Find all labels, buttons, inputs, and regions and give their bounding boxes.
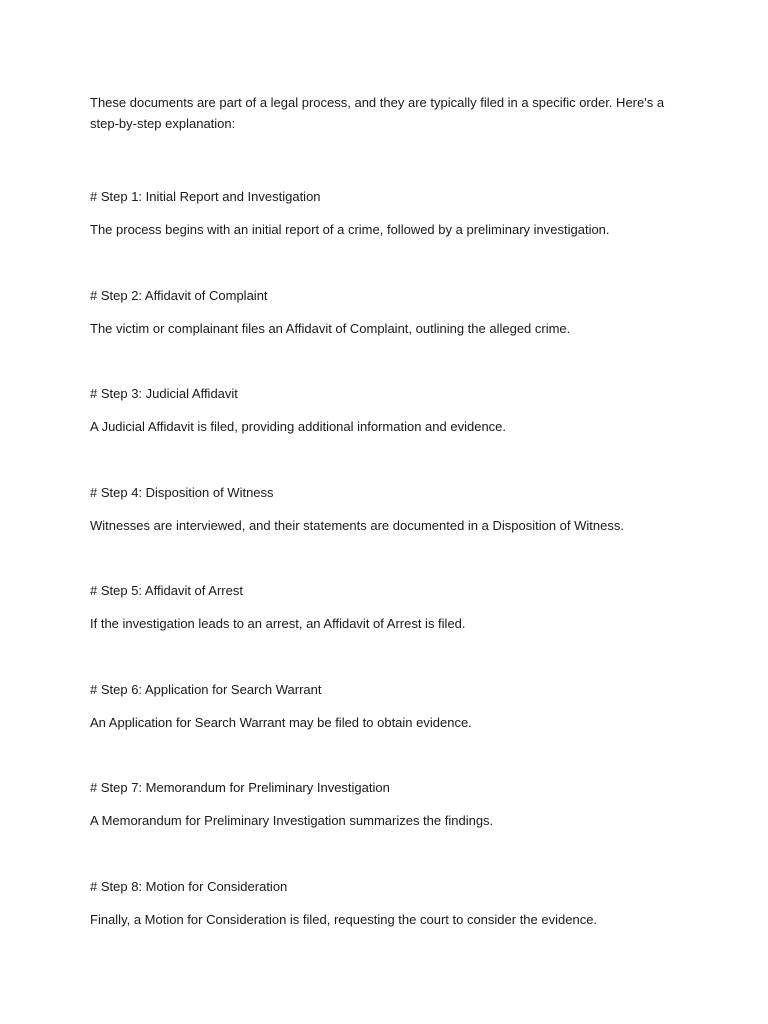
step-section [90,285,682,384]
step-heading: # Step 8: Motion for Consideration [90,878,288,894]
step-body: A Judicial Affidavit is filed, providing additional information and evidence. [90,419,507,434]
step-section [90,186,682,285]
step-body: An Application for Search Warrant may be filed to obtain evidence. [90,714,472,730]
intro-paragraph: These documents are part of a legal process, and they are typically filed in a specific order. Here's a step-by-step explanation: [90,95,665,131]
step-heading: # Step 4: Disposition of Witness [90,484,274,500]
step-section [90,383,682,482]
step-heading: # Step 5: Affidavit of Arrest [90,583,243,598]
step-body: If the investigation leads to an arrest, an Affidavit of Arrest is filed. [90,616,466,631]
step-heading: # Step 2: Affidavit of Complaint [90,287,268,303]
step-section [90,876,682,975]
step-body: The victim or complainant files an Affidavit of Complaint, outlining the alleged crime. [90,320,571,336]
step-section [90,679,682,778]
document-content [90,92,682,974]
step-body: The process begins with an initial report of a crime, followed by a preliminary investigation. [90,222,610,237]
step-heading: # Step 1: Initial Report and Investigation [90,189,321,204]
step-heading: # Step 6: Application for Search Warrant [90,681,322,697]
step-section [90,482,682,581]
step-body: A Memorandum for Preliminary Investigation summarizes the findings. [90,813,494,828]
step-heading: # Step 3: Judicial Affidavit [90,386,238,401]
steps-list [90,186,682,974]
step-section [90,777,682,876]
step-body: Witnesses are interviewed, and their statements are documented in a Disposition of Witness. [90,517,624,533]
step-body: Finally, a Motion for Consideration is filed, requesting the court to consider the evidence. [90,911,598,927]
step-heading: # Step 7: Memorandum for Preliminary Investigation [90,780,390,795]
step-section [90,580,682,679]
